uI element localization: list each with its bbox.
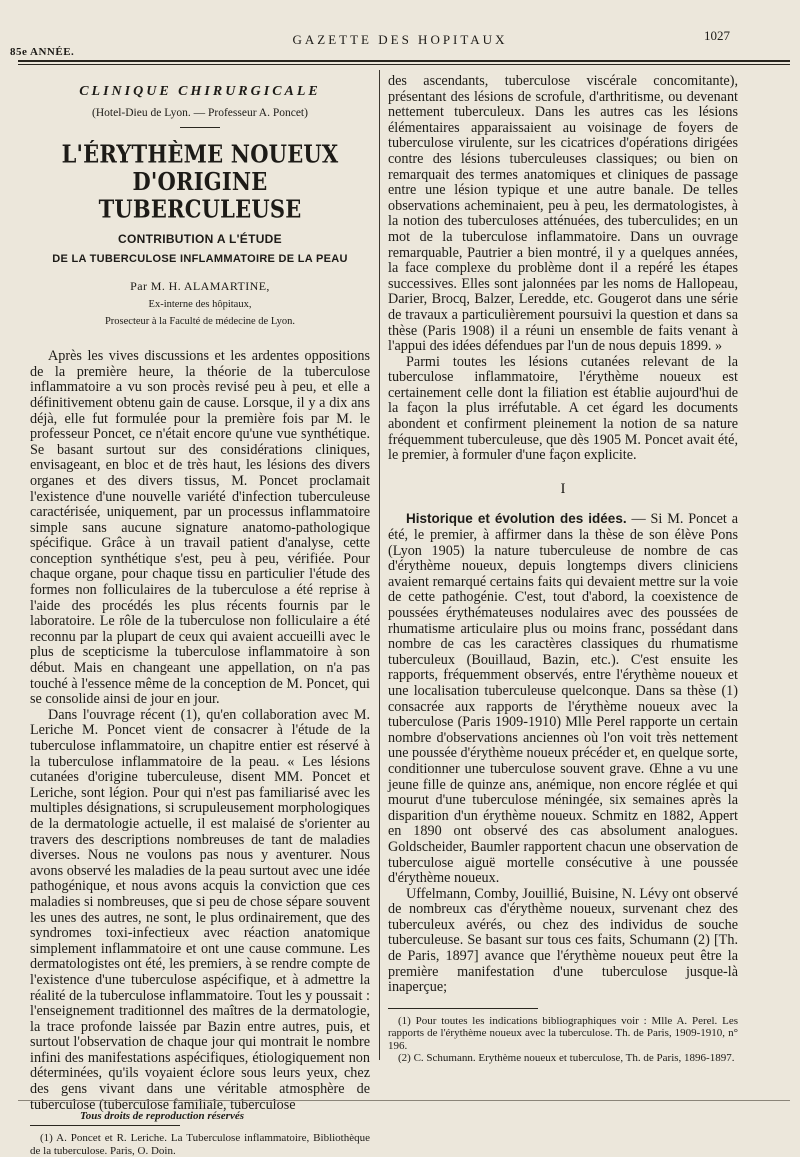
page-number: 1027 [704, 28, 730, 43]
section-number: I [560, 480, 566, 497]
left-column [30, 84, 370, 1157]
paragraph: Dans l'ouvrage récent (1), qu'en collaboration avec M. Leriche M. Poncet vient de consacrer à l'étude de la tuberculose inflammatoire, un chapitre entier est réservé à la tuberculose inflammatoire de la peau. « Les lésions cutanées d'origine tuberculeuse, disent MM. Poncet et Leriche, sont légion. Pour qui n'est pas familiarisé avec les multiples désignations, si scrupuleusement morphologiques de la dermatologie actuelle, il est malaisé de s'orienter au travers des descriptions nombreuses de tant de maladies diverses. Nous ne voulons pas nous y aventurer. Nous avons observé les maladies de la peau surtout avec une idée pathogénique, et nous avons acquis la conviction que ces maladies si nombreuses, que si peu de chose sépare souvent les unes des autres, ne sont, le plus ordinairement, que des syndromes toxi-infectieux avec réaction anatomique simplement inflammatoire et ont une cause commune. Les dermatologistes ont été, les premiers, à se rendre compte de l'existence d'une tuberculose aspécifique, et à admettre la réalité de la tuberculose inflammatoire. Tout les y poussait : l'enseignement traditionnel des maîtres de la dermatologie, la trace profonde laissée par Bazin entre autres, puis, et surtout l'observation de chaque jour qui montrait le nombre infini des manifestations aspécifiques, étiologiquement non déterminées, qu'ils voyaient éclore sous leurs yeux, chez des gens vivant dans une véritable atmosphère de tuberculose (tuberculose familiale, tuberculose [30, 706, 370, 1113]
right-column [388, 74, 738, 1065]
article-subtitle-1: CONTRIBUTION A L'ÉTUDE [118, 232, 282, 247]
footer-rule [18, 1100, 790, 1101]
footnote: (1) A. Poncet et R. Leriche. La Tuberculose inflammatoire, Bibliothèque de la tuberculose. Paris, O. Doin. [30, 1132, 370, 1157]
title-rule [180, 127, 220, 128]
paragraph [388, 511, 738, 886]
paragraph: Parmi toutes les lésions cutanées relevant de la tuberculose inflammatoire, l'érythème noueux est certainement celle dont la filiation est établie aujourd'hui de la façon la plus irréfutable. A cet égard les documents abondent et confirment pleinement la notion de sa nature fréquemment tuberculeuse, que dès 1905 M. Poncet avait été, le premier, à formuler d'une façon explicite. [388, 353, 738, 464]
footnote-rule [388, 1008, 538, 1009]
paragraph-text: — Si M. Poncet a été, le premier, à affirmer dans la thèse de son élève Pons (Lyon 1905) la nature tuberculeuse de nombre de cas d'érythème noueux, depuis longtemps divers cliniciens avaient remarqué certains faits qui devaient mettre sur la voie de cette pathogénie. C'est, tout d'abord, la coexistence de poussées érythémateuses nodulaires avec des poussées de rhumatisme articulaire plus ou moins franc, possédant dans nombre de cas les caractères classiques du rhumatisme tuberculeux (Bouillaud, Bazin, etc.). C'est ensuite les rapports, fréquemment observés, entre l'érythème noueux et une localisation tuberculeuse quelconque. Dans sa thèse (1) consacrée aux rapports de l'érythème noueux avec la tuberculose (Paris 1909-1910) Mlle Perel rapporte un certain nombre d'observations anciennes où l'on voit très nettement une poussée d'érythème noueux précéder et, en quelque sorte, conditionner une tuberculose souvent grave. Œhne a vu une jeune fille de quinze ans, anémique, non encore réglée et qui mourut d'une tuberculose méningée, six semaines après la disparition d'un érythème noueux. Schmitz en 1882, Appert en 1890 ont observé des cas absolument analogues. Goldscheider, Baumler rapportent chacun une observation de tuberculose aiguë mortelle consécutive à une poussée d'érythème noueux. [388, 511, 739, 887]
author-title-2: Prosecteur à la Faculté de médecine de Lyon. [104, 315, 296, 327]
footnote-block [388, 1015, 738, 1065]
paragraph: Après les vives discussions et les ardentes oppositions de la première heure, la théorie de la tuberculose inflammatoire a vu son procès revisé peu à peu, et elle a définitivement obtenu gain de cause. Lorsque, il y a dix ans déjà, elle fut formulée pour la première fois par M. le professeur Poncet, ce n'était encore qu'une vue synthétique. Se basant surtout sur des considérations cliniques, envisageant, en bloc et de très haut, les lésions des divers organes et des divers tissus, M. Poncet proclamait l'existence d'une nouvelle variété d'infection tuberculeuse caractérisée, uniquement, par un processus inflammatoire simple sans aucune signature anatomo-pathologique spécifique. Grâce à un travail patient d'analyse, cette conception synthétique s'est, peu à peu, vérifiée. Pour chaque organe, pour chaque tissu en particulier l'étude des formes non folliculaires de la tuberculose a été reprise à l'aide des procédés les plus récents fournis par le laboratoire. Le rôle de la tuberculose non folliculaire a été reconnu par la plupart de ceux qui avaient accueilli avec le plus de scepticisme la tuberculose inflammatoire à son début. Mais en changeant une appellation, on n'a pas touché à l'essence même de la conception de M. Poncet, qui se consolide ainsi de jour en jour. [30, 348, 370, 708]
rights-notice: Tous droits de reproduction réservés [80, 1110, 244, 1122]
author-name: Par M. H. ALAMARTINE, [130, 279, 270, 294]
hospital-line: (Hotel-Dieu de Lyon. — Professeur A. Poncet) [92, 106, 308, 119]
column-divider [379, 70, 380, 1060]
author-title-1: Ex-interne des hôpitaux, [148, 298, 252, 310]
volume-year: 85e ANNÉE. [10, 46, 75, 58]
journal-title: GAZETTE DES HOPITAUX [292, 32, 508, 47]
header-rule-thin [18, 64, 790, 65]
footnote: (2) C. Schumann. Erythème noueux et tuberculose, Th. de Paris, 1896-1897. [398, 1052, 735, 1065]
section-label: CLINIQUE CHIRURGICALE [79, 84, 321, 99]
article-subtitle-2: DE LA TUBERCULOSE INFLAMMATOIRE DE LA PEAU [52, 252, 348, 265]
paragraph: des ascendants, tuberculose viscérale concomitante), présentant des lésions de scrofule, d'arthritisme, ou devenant nettement tuberculeux. Dans les autres cas les lésions élémentaires apparaissaient au voisinage de foyers de tuberculose virulente, sur les cicatrices d'opérations dirigées contre des lésions tuberculeuses classiques; ou bien on remarquait des termes anatomiques et cliniques de passage entre une lésion typique et une autre banale. De telles observations acheminaient, peu à peu, les dermatologistes, à la notion des tuberculoses atténuées, des tuberculides; en un mot de la tuberculose inflammatoire. Dans un ouvrage remarquable, Pautrier a bien montré, il y a quelques années, la face complexe du problème dont il a repéré les étapes successives. Elles sont jalonnées par les noms de Hallopeau, Darier, Brocq, Balzer, Leredde, etc. Gougerot dans une série de travaux a particulièrement poursuivi la question et dans sa thèse (Paris 1908) il a réuni un ensemble de faits venant à l'appui des idées défendues par l'un de nous depuis 1899. » [388, 73, 738, 355]
footnote: (1) Pour toutes les indications bibliographiques voir : Mlle A. Perel. Les rapports de l'érythème noueux avec la tuberculose. Th. de Paris, 1909-1910, n° 196. [388, 1014, 738, 1052]
article-title: L'ÉRYTHÈME NOUEUX D'ORIGINE TUBERCULEUSE [61, 139, 339, 224]
header-rule [18, 60, 790, 62]
paragraph: Uffelmann, Comby, Jouillié, Buisine, N. Lévy ont observé de nombreux cas d'érythème noueux, survenant chez des tuberculeux avérés, ou chez des individus de souche tuberculeuse. Se basant sur tous ces faits, Schumann (2) [Th. de Paris, 1897] avance que l'érythème noueux peut être la première manifestation d'une tuberculose jusque-là inaperçue; [388, 885, 738, 996]
section-heading: Historique et évolution des idées. [406, 511, 627, 527]
footnote-rule [30, 1125, 180, 1126]
